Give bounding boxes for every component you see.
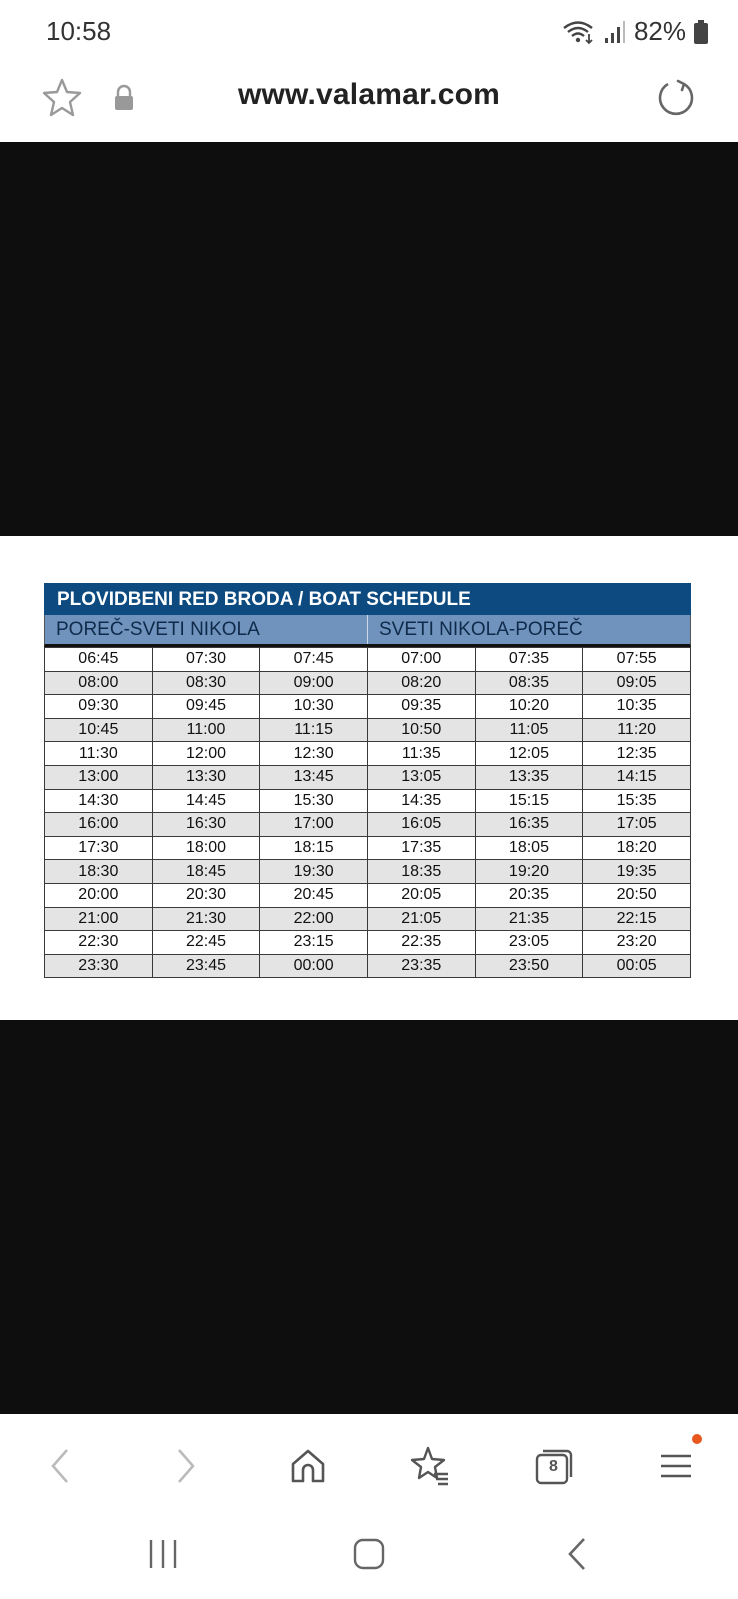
table-row bbox=[45, 860, 691, 884]
time-cell: 07:55 bbox=[583, 648, 691, 672]
time-cell: 15:30 bbox=[260, 789, 368, 813]
time-cell: 08:35 bbox=[475, 671, 583, 695]
time-cell: 18:00 bbox=[152, 836, 260, 860]
time-cell: 07:30 bbox=[152, 648, 260, 672]
home-system-icon[interactable] bbox=[344, 1534, 394, 1574]
time-cell: 23:35 bbox=[367, 954, 475, 978]
system-nav-bar bbox=[0, 1514, 738, 1599]
time-cell: 06:45 bbox=[45, 648, 153, 672]
time-cell: 20:50 bbox=[583, 883, 691, 907]
time-cell: 20:05 bbox=[367, 883, 475, 907]
time-cell: 13:30 bbox=[152, 765, 260, 789]
time-cell: 12:00 bbox=[152, 742, 260, 766]
time-cell: 19:30 bbox=[260, 860, 368, 884]
home-icon[interactable] bbox=[284, 1442, 332, 1490]
status-bar bbox=[0, 0, 738, 64]
time-cell: 09:05 bbox=[583, 671, 691, 695]
media-block-top bbox=[0, 142, 738, 536]
time-cell: 11:15 bbox=[260, 718, 368, 742]
time-cell: 10:35 bbox=[583, 695, 691, 719]
time-cell: 14:45 bbox=[152, 789, 260, 813]
time-cell: 14:15 bbox=[583, 765, 691, 789]
time-cell: 23:30 bbox=[45, 954, 153, 978]
time-cell: 22:00 bbox=[260, 907, 368, 931]
time-cell: 09:00 bbox=[260, 671, 368, 695]
table-row bbox=[45, 836, 691, 860]
time-cell: 18:35 bbox=[367, 860, 475, 884]
table-row bbox=[45, 931, 691, 955]
table-row bbox=[45, 765, 691, 789]
time-cell: 16:30 bbox=[152, 813, 260, 837]
table-row bbox=[45, 718, 691, 742]
table-row bbox=[45, 813, 691, 837]
time-cell: 18:45 bbox=[152, 860, 260, 884]
time-cell: 23:50 bbox=[475, 954, 583, 978]
time-cell: 11:30 bbox=[45, 742, 153, 766]
time-cell: 18:20 bbox=[583, 836, 691, 860]
time-cell: 08:30 bbox=[152, 671, 260, 695]
table-row bbox=[45, 742, 691, 766]
time-cell: 13:45 bbox=[260, 765, 368, 789]
time-cell: 17:05 bbox=[583, 813, 691, 837]
time-cell: 16:00 bbox=[45, 813, 153, 837]
status-time: 10:58 bbox=[46, 16, 112, 46]
table-row bbox=[45, 695, 691, 719]
time-cell: 17:30 bbox=[45, 836, 153, 860]
back-icon[interactable] bbox=[36, 1442, 84, 1490]
time-cell: 16:05 bbox=[367, 813, 475, 837]
time-cell: 15:35 bbox=[583, 789, 691, 813]
reload-icon[interactable] bbox=[654, 76, 698, 125]
wifi-icon bbox=[562, 19, 596, 45]
time-cell: 14:35 bbox=[367, 789, 475, 813]
time-cell: 23:05 bbox=[475, 931, 583, 955]
time-cell: 18:05 bbox=[475, 836, 583, 860]
back-system-icon[interactable] bbox=[552, 1534, 602, 1574]
time-cell: 09:30 bbox=[45, 695, 153, 719]
time-cell: 10:45 bbox=[45, 718, 153, 742]
time-cell: 08:20 bbox=[367, 671, 475, 695]
time-cell: 00:00 bbox=[260, 954, 368, 978]
battery-icon bbox=[694, 20, 708, 44]
tab-count: 8 bbox=[549, 1458, 558, 1475]
time-cell: 12:05 bbox=[475, 742, 583, 766]
time-cell: 22:30 bbox=[45, 931, 153, 955]
url-text[interactable]: www.valamar.com bbox=[237, 78, 500, 111]
forward-icon[interactable] bbox=[162, 1442, 210, 1490]
time-cell: 10:30 bbox=[260, 695, 368, 719]
time-cell: 20:45 bbox=[260, 883, 368, 907]
table-row bbox=[45, 789, 691, 813]
table-row bbox=[45, 883, 691, 907]
time-cell: 16:35 bbox=[475, 813, 583, 837]
time-cell: 17:00 bbox=[260, 813, 368, 837]
time-cell: 22:45 bbox=[152, 931, 260, 955]
time-cell: 07:45 bbox=[260, 648, 368, 672]
schedule-title: PLOVIDBENI RED BRODA / BOAT SCHEDULE bbox=[44, 583, 691, 615]
time-cell: 13:35 bbox=[475, 765, 583, 789]
browser-nav-bar bbox=[0, 1414, 738, 1514]
time-cell: 18:30 bbox=[45, 860, 153, 884]
time-cell: 21:35 bbox=[475, 907, 583, 931]
time-cell: 10:20 bbox=[475, 695, 583, 719]
time-cell: 12:30 bbox=[260, 742, 368, 766]
time-cell: 12:35 bbox=[583, 742, 691, 766]
bookmarks-icon[interactable] bbox=[406, 1442, 454, 1490]
time-cell: 21:05 bbox=[367, 907, 475, 931]
url-bar bbox=[0, 64, 738, 142]
time-cell: 07:35 bbox=[475, 648, 583, 672]
tabs-icon[interactable] bbox=[530, 1442, 578, 1490]
notification-dot bbox=[692, 1434, 702, 1444]
battery-percent: 82% bbox=[633, 16, 686, 46]
time-cell: 15:15 bbox=[475, 789, 583, 813]
time-cell: 11:05 bbox=[475, 718, 583, 742]
route-header-porec-sveti-nikola: POREČ-SVETI NIKOLA bbox=[56, 619, 260, 640]
time-cell: 21:00 bbox=[45, 907, 153, 931]
menu-icon[interactable] bbox=[652, 1442, 700, 1490]
route-header-sveti-nikola-porec: SVETI NIKOLA-POREČ bbox=[367, 615, 690, 644]
time-cell: 13:00 bbox=[45, 765, 153, 789]
time-cell: 14:30 bbox=[45, 789, 153, 813]
time-cell: 13:05 bbox=[367, 765, 475, 789]
time-cell: 20:30 bbox=[152, 883, 260, 907]
time-cell: 11:35 bbox=[367, 742, 475, 766]
time-cell: 11:00 bbox=[152, 718, 260, 742]
time-cell: 23:20 bbox=[583, 931, 691, 955]
table-row bbox=[45, 907, 691, 931]
time-cell: 08:00 bbox=[45, 671, 153, 695]
table-row bbox=[45, 671, 691, 695]
time-cell: 22:35 bbox=[367, 931, 475, 955]
time-cell: 21:30 bbox=[152, 907, 260, 931]
route-headers bbox=[44, 615, 691, 647]
time-cell: 10:50 bbox=[367, 718, 475, 742]
time-cell: 22:15 bbox=[583, 907, 691, 931]
time-cell: 19:20 bbox=[475, 860, 583, 884]
table-row bbox=[45, 954, 691, 978]
status-icons bbox=[562, 16, 708, 47]
time-cell: 20:35 bbox=[475, 883, 583, 907]
time-cell: 00:05 bbox=[583, 954, 691, 978]
time-cell: 23:15 bbox=[260, 931, 368, 955]
signal-icon bbox=[604, 20, 626, 44]
time-cell: 09:35 bbox=[367, 695, 475, 719]
boat-schedule bbox=[44, 583, 691, 978]
media-block-bottom bbox=[0, 1020, 738, 1414]
time-cell: 18:15 bbox=[260, 836, 368, 860]
time-cell: 23:45 bbox=[152, 954, 260, 978]
schedule-table bbox=[44, 647, 691, 978]
time-cell: 17:35 bbox=[367, 836, 475, 860]
table-row bbox=[45, 648, 691, 672]
time-cell: 07:00 bbox=[367, 648, 475, 672]
time-cell: 11:20 bbox=[583, 718, 691, 742]
recent-apps-icon[interactable] bbox=[138, 1534, 188, 1574]
time-cell: 20:00 bbox=[45, 883, 153, 907]
time-cell: 19:35 bbox=[583, 860, 691, 884]
time-cell: 09:45 bbox=[152, 695, 260, 719]
